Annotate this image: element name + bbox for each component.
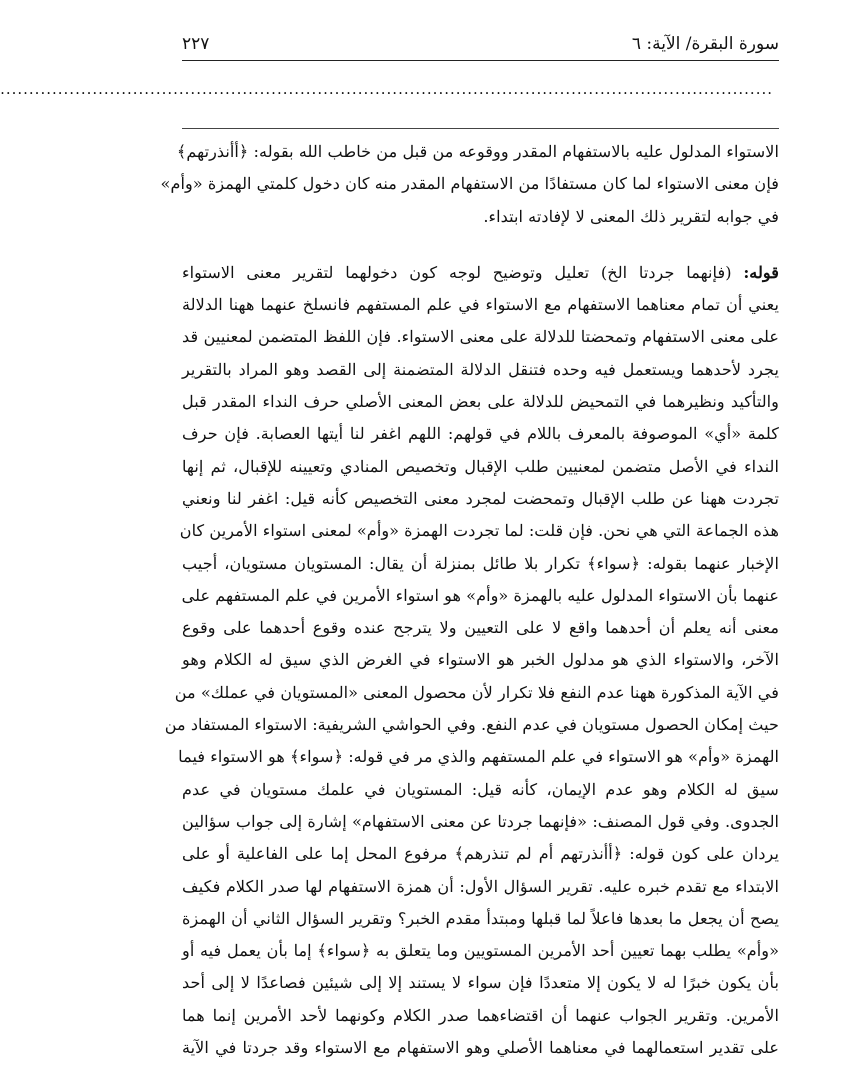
qawluhu-keyword: قوله: [743,262,779,282]
text-line: الأمرين. وتقرير الجواب عنهما أن اقتضاءهما صدر الكلام وكونهما لأحد الأمرين إنما هما [182,1005,779,1025]
text-line: يردان على كون قوله: ﴿أأنذرتهم أم لم تنذرهم﴾ مرفوع المحل إما على الفاعلية أو على [182,844,779,864]
running-header [182,30,779,58]
text-line: حيث إمكان الحصول مستويان في عدم النفع. وفي الحواشي الشريفية: الاستواء المستفاد من [164,715,779,735]
text-line: في جوابه لتقرير ذلك المعنى لا لإفادته ابتداء. [483,206,779,226]
text-line: معنى أنه يعلم أن أحدهما واقع لا على التعيين ولا يترجح عنده وقوع أحدهما على وقوع [182,618,779,638]
text-line: يعني أن تمام معناهما الاستفهام مع الاستواء في علم المستفهم فانسلخ عنهما ههنا الدلالة [182,295,779,315]
text-line: الآخر، والاستواء الذي هو مدلول الخبر هو الاستواء في الغرض الذي سيق له الكلام وهو [182,650,779,670]
text-line: سيق له الكلام وهو عدم الإيمان، كأنه قيل: المستويان في علمك مستويان في عدم [182,779,779,799]
body-text [160,136,779,1064]
text-line: والتأكيد ونظيرهما في التمحيض للدلالة على بعض المعنى الأصلي حرف النداء المقدر قبل [182,392,779,412]
text-line: هذه الجماعة التي هي نحن. فإن قلت: لما تجردت الهمزة «وأم» لمعنى استواء الأمرين كان [179,521,779,541]
text-line: بأن يكون خبرًا له لا يكون إلا متعددًا فإن سواء لا يستند إلا إلى شيئين فصاعدًا لا إلى أحد [182,973,779,993]
commentary-lead: (فإنهما جردتا الخ) تعليل وتوضيح لوجه كون دخولهما لتقرير معنى الاستواء [182,262,744,282]
text-line [182,257,779,289]
text-line: الإخبار عنهما بقوله: ﴿سواء﴾ تكرار بلا طائل بمنزلة أن يقال: المستويان مستويان، أجيب [182,553,779,573]
text-line: تجردت ههنا عن طلب الإقبال وتمحضت لمجرد معنى التخصيص كأنه قيل: اغفر لنا ونعني [182,488,779,508]
text-line: الهمزة «وأم» هو الاستواء في علم المستفهم والذي مر في قوله: ﴿سواء﴾ هو الاستواء فيما [178,747,779,767]
surah-title: سورة البقرة/ الآية: ٦ [631,34,779,54]
page-number: ٢٢٧ [182,34,210,54]
text-line: على تقدير استعمالهما في معناهما الأصلي وهو الاستفهام مع الاستواء وقد جردتا في الآية [182,1038,779,1058]
text-line: يجرد لأحدهما ويستعمل فيه وحده فتنقل الدلالة المتضمنة إلى القصد وهو المراد بالتقرير [182,359,779,379]
text-line: الابتداء مع تقدم خبره عليه. تقرير السؤال الأول: أن همزة الاستفهام لها صدر الكلام فكيف [182,876,779,896]
text-line: على معنى الاستفهام وتمحضتا للدلالة على معنى الاستواء. فإن اللفظ المتضمن لمعنيين قد [182,327,779,347]
text-line: فإن معنى الاستواء لما كان مستفادًا من الاستفهام المقدر منه كان دخول كلمتي الهمزة «وأم» [160,174,779,194]
elided-text-dots: ...................................................................................................................................... [0,80,773,98]
header-rule [182,60,779,61]
section-rule [182,128,779,129]
text-line: الاستواء المدلول عليه بالاستفهام المقدر ووقوعه من قبل من خاطب الله بقوله: ﴿أأنذرتهم﴾ [176,142,779,161]
paragraph-gap [182,233,779,257]
text-line: عنهما بأن الاستواء المدلول عليه بالهمزة «وأم» هو استواء الأمرين في علم المستفهم على [181,585,779,605]
text-line: النداء في الأصل متضمن لمعنيين طلب الإقبال وتخصيص المنادي وتعيينه للإقبال، ثم إنها [182,456,779,476]
text-line: يصح أن يجعل ما بعدها فاعلاً لما قبلها ومبتدأ مقدم الخبر؟ وتقرير السؤال الثاني أن الهمزة [182,908,779,928]
text-line: كلمة «أي» الموصوفة بالمعرف باللام في قولهم: اللهم اغفر لنا أيتها العصابة. فإن حرف [182,424,779,444]
text-line: في الآية المذكورة ههنا عدم النفع فلا تكرار لأن محصول المعنى «المستويان في عملك» من [174,682,779,702]
text-line: «وأم» يطلب بهما تعيين أحد الأمرين المستويين وما يتعلق به ﴿سواء﴾ إما بأن يعمل فيه أو [182,941,779,961]
text-line: الجدوى. وفي قول المصنف: «فإنهما جردتا عن معنى الاستفهام» إشارة إلى جواب سؤالين [182,811,779,831]
